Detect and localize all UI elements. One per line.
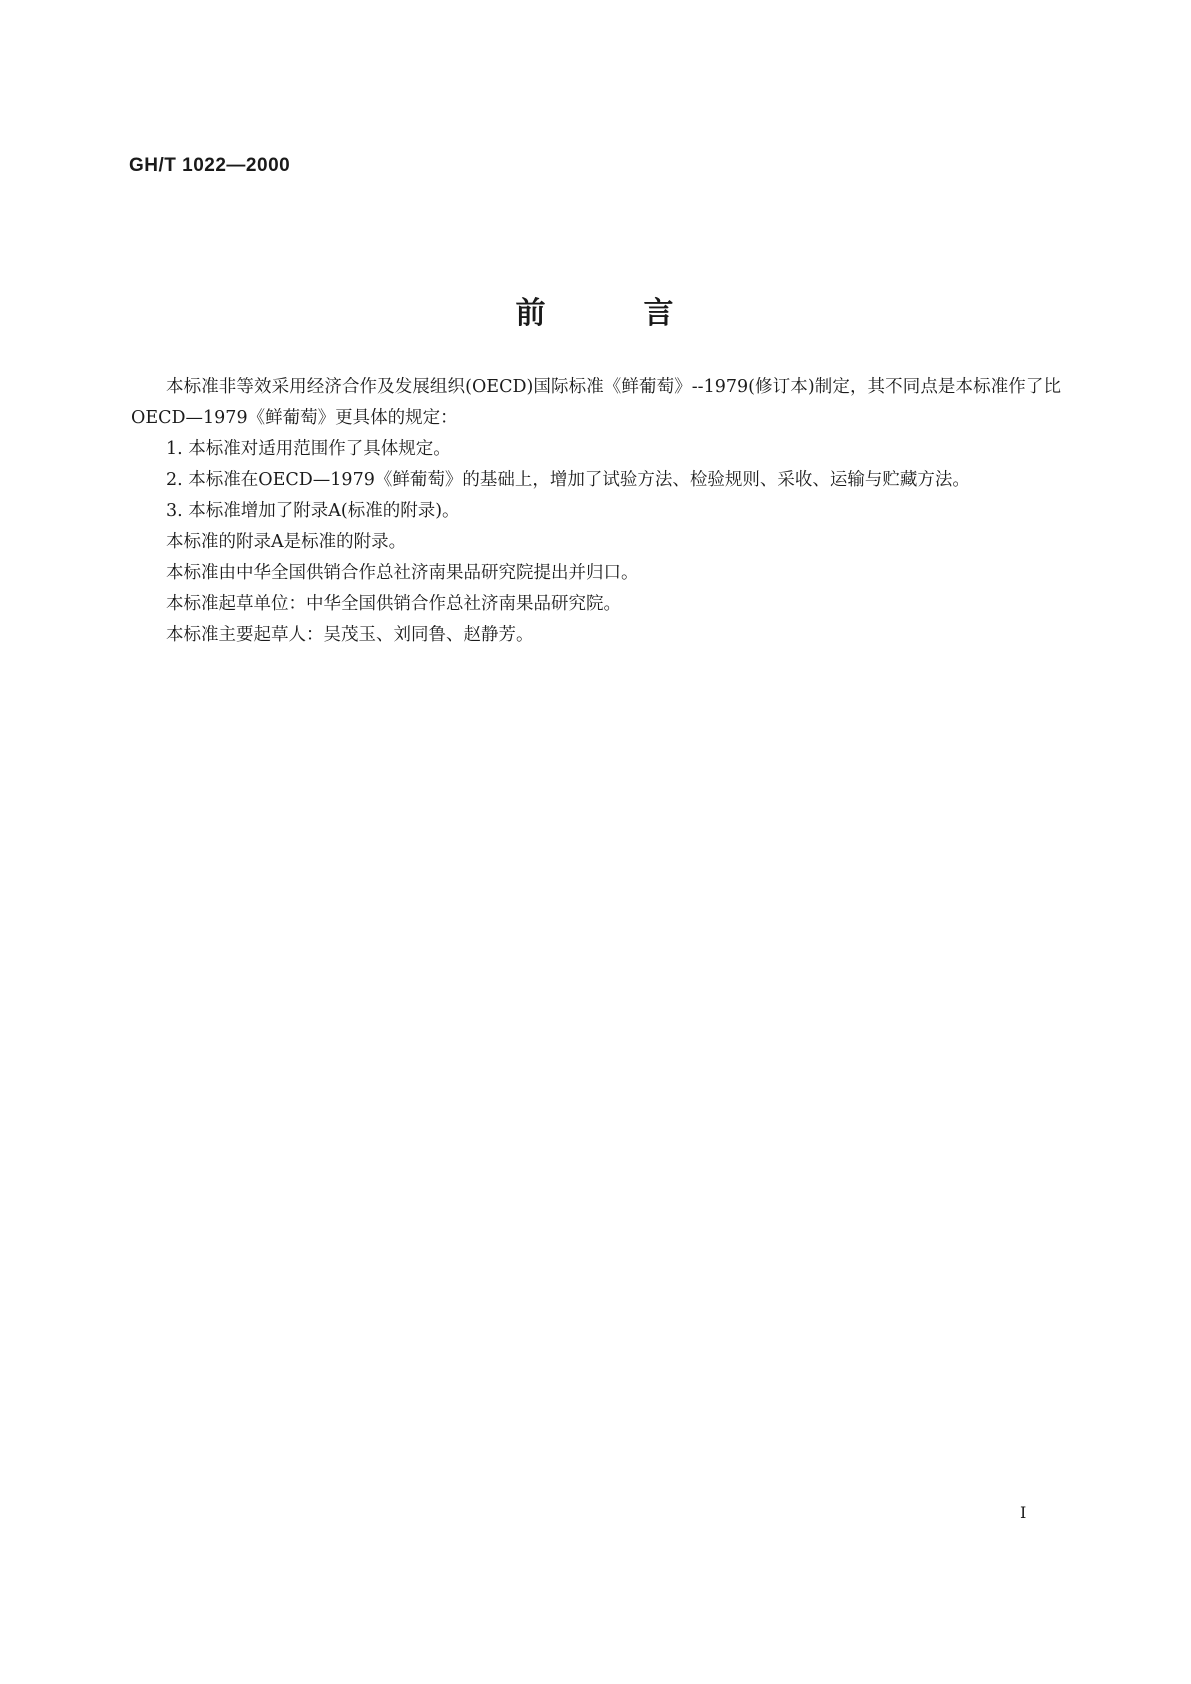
page-title bbox=[0, 288, 1191, 332]
paragraph-item-2: 2. 本标准在OECD—1979《鲜葡萄》的基础上，增加了试验方法、检验规则、采收、运输与贮藏方法。 bbox=[166, 470, 970, 490]
paragraph-item-3: 3. 本标准增加了附录A(标准的附录)。 bbox=[166, 501, 460, 521]
paragraph-drafters: 本标准主要起草人：吴茂玉、刘同鲁、赵静芳。 bbox=[166, 625, 534, 645]
paragraph-proposer: 本标准由中华全国供销合作总社济南果品研究院提出并归口。 bbox=[166, 563, 639, 583]
foreword-body bbox=[131, 372, 1061, 651]
page-number: I bbox=[1020, 1503, 1027, 1522]
title-char-left: 前 bbox=[515, 296, 548, 331]
standard-code: GH/T 1022—2000 bbox=[129, 155, 291, 176]
paragraph-intro: 本标准非等效采用经济合作及发展组织(OECD)国际标准《鲜葡萄》--1979(修订本)制定，其不同点是本标准作了比OECD—1979《鲜葡萄》更具体的规定： bbox=[131, 377, 1061, 428]
title-char-right: 言 bbox=[643, 296, 676, 331]
paragraph-appendix: 本标准的附录A是标准的附录。 bbox=[166, 532, 407, 552]
paragraph-drafting-unit: 本标准起草单位：中华全国供销合作总社济南果品研究院。 bbox=[166, 594, 621, 614]
paragraph-item-1: 1. 本标准对适用范围作了具体规定。 bbox=[166, 439, 451, 459]
